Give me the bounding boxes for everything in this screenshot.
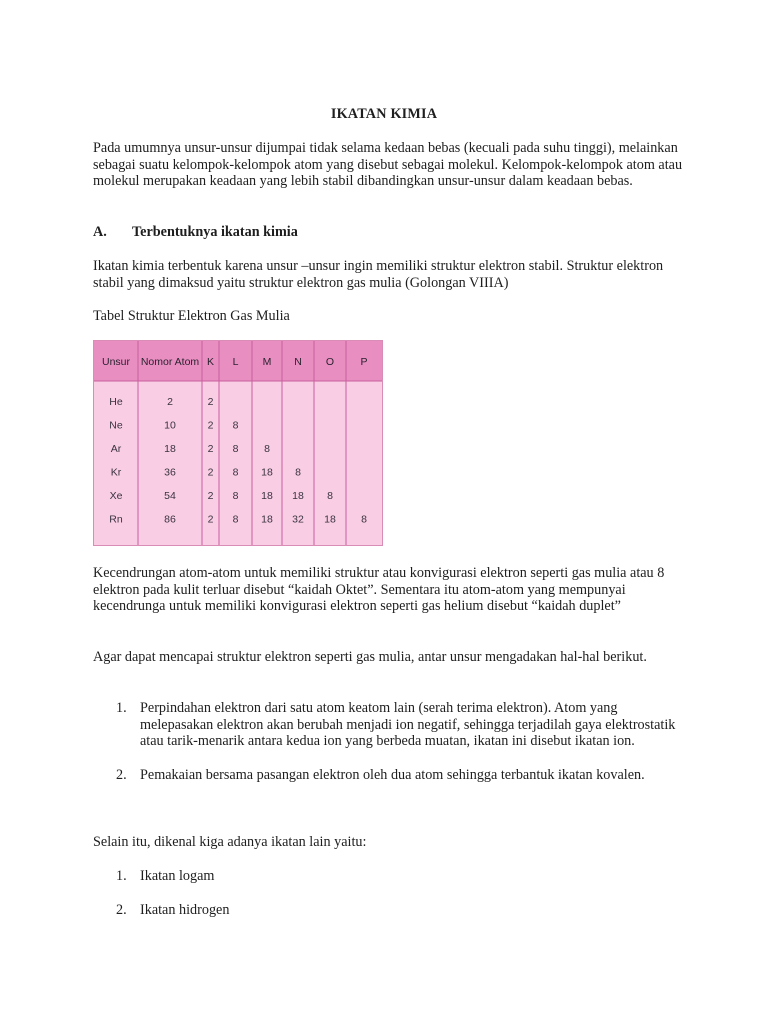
table-header-cell: N <box>294 356 302 368</box>
table-cell: 18 <box>261 513 273 526</box>
table-cell: 8 <box>327 490 333 502</box>
intro-paragraph: Pada umumnya unsur-unsur dijumpai tidak selama kedaan bebas (kecuali pada suhu tinggi), melainkan sebagai suatu kelompok-kelompok atom yang disebut sebagai molekul. Kelompok-kelompok atom atau molekul merupakan keadaan yang lebih stabil dibandingkan unsur-unsur dalam keadaan bebas. <box>93 140 683 190</box>
table-cell: 2 <box>167 396 173 408</box>
table-cell: 8 <box>232 513 239 526</box>
table-header-cell: K <box>206 356 215 368</box>
table-cell: 2 <box>207 396 214 408</box>
noble-gas-table <box>93 340 383 546</box>
table-caption: Tabel Struktur Elektron Gas Mulia <box>93 308 290 324</box>
table-cell: 18 <box>261 466 273 479</box>
table-header-cell: Nomor Atom <box>140 356 200 368</box>
list-item <box>93 700 683 750</box>
table-cell: 86 <box>164 513 176 526</box>
bonding-methods-list <box>93 700 683 800</box>
table-cell: Ne <box>109 419 123 432</box>
table-header-cell: O <box>325 356 335 368</box>
table-cell: He <box>109 396 123 408</box>
table-cell: 2 <box>207 466 214 479</box>
table-cell: Ar <box>110 443 122 455</box>
list-number: 1. <box>116 868 127 884</box>
table-header-cell: P <box>360 356 368 368</box>
table-cell: Xe <box>109 490 123 502</box>
noble-gas-table-graphic <box>94 341 382 545</box>
section-heading <box>93 224 298 241</box>
list-text: Perpindahan elektron dari satu atom keatom lain (serah terima elektron). Atom yang melepasakan elektron akan berubah menjadi ion negatif, sehingga terjadilah gaya elektrostatik atau tarik-menarik antara kedua ion yang berbeda muatan, ikatan ini disebut ikatan ion. <box>140 700 676 750</box>
list-item <box>93 767 683 784</box>
table-cell: Kr <box>110 466 122 479</box>
section-title: Terbentuknya ikatan kimia <box>132 224 298 240</box>
table-cell: 36 <box>164 466 176 479</box>
list-number: 2. <box>116 901 127 918</box>
section-letter: A. <box>93 224 107 240</box>
table-cell: 18 <box>292 490 304 502</box>
table-cell: 8 <box>361 513 367 526</box>
table-header-cell: L <box>232 356 239 368</box>
list-item <box>93 902 683 919</box>
paragraph-5: Selain itu, dikenal kiga adanya ikatan lain yaitu: <box>93 834 367 850</box>
list-text: Pemakaian bersama pasangan elektron oleh dua atom sehingga terbantuk ikatan kovalen. <box>140 766 645 783</box>
table-cell: 10 <box>164 419 176 432</box>
table-cell: 2 <box>207 443 214 455</box>
table-cell: 32 <box>292 513 304 526</box>
table-cell: 8 <box>232 490 239 502</box>
document-title: IKATAN KIMIA <box>330 106 438 122</box>
table-cell: 2 <box>207 490 214 502</box>
table-header-cell: Unsur <box>101 356 131 368</box>
table-cell: 8 <box>264 443 270 455</box>
table-cell: 54 <box>164 490 176 502</box>
table-header-cell: M <box>262 356 272 368</box>
table-cell: 8 <box>232 466 239 479</box>
table-cell: 2 <box>207 419 214 432</box>
table-cell: 18 <box>261 490 273 502</box>
list-number: 1. <box>116 700 127 716</box>
list-text: Ikatan hidrogen <box>140 901 230 918</box>
list-text: Ikatan logam <box>140 868 215 884</box>
list-item <box>93 868 683 885</box>
paragraph-3: Kecendrungan atom-atom untuk memiliki struktur atau konvigurasi elektron seperti gas mulia atau 8 elektron pada kulit terluar disebut “kaidah Oktet”. Sementara itu atom-atom yang mempunyai kecendrunga untuk memiliki konvigurasi elektron seperti gas helium disebut “kaidah duplet” <box>93 565 665 615</box>
table-cell: 8 <box>232 443 239 455</box>
table-cell: 2 <box>207 513 214 526</box>
table-cell: 8 <box>295 466 301 479</box>
paragraph-2: Ikatan kimia terbentuk karena unsur –unsur ingin memiliki struktur elektron stabil. Struktur elektron stabil yang dimaksud yaitu struktur elektron gas mulia (Golongan VIIIA) <box>93 258 664 291</box>
list-number: 2. <box>116 766 127 783</box>
paragraph-4: Agar dapat mencapai struktur elektron seperti gas mulia, antar unsur mengadakan hal-hal berikut. <box>93 649 647 665</box>
other-bonds-list <box>93 868 683 935</box>
table-cell: 8 <box>232 419 239 432</box>
table-cell: 18 <box>164 443 176 455</box>
table-cell: Rn <box>109 513 123 526</box>
table-cell: 18 <box>324 513 336 526</box>
